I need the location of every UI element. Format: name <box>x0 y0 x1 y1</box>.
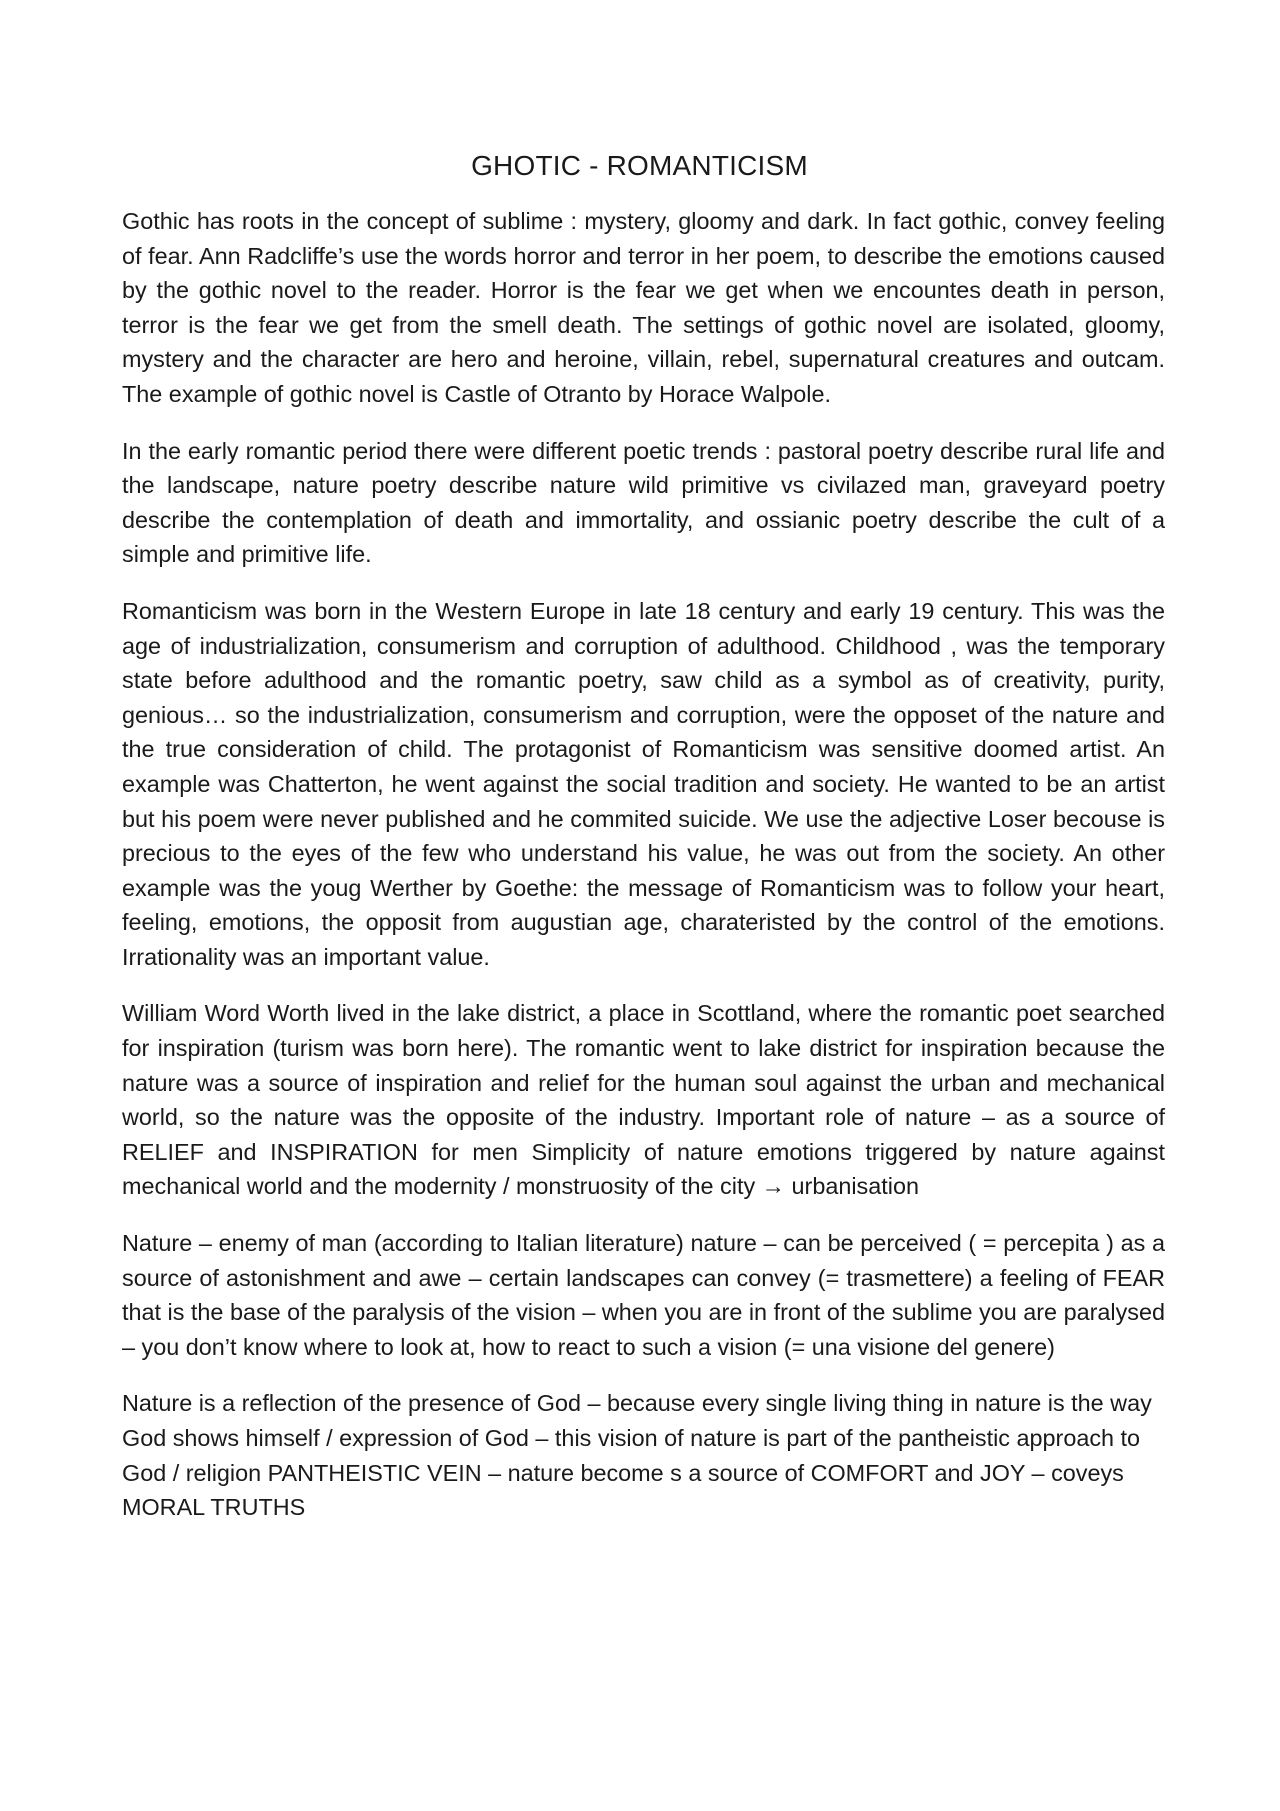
paragraph-early-romantic: In the early romantic period there were different poetic trends : pastoral poetry describe rural life and the landscape, nature poetry describe nature wild primitive vs civilazed man, graveyard poetry describe the contemplation of death and immortality, and ossianic poetry describe the cult of a simple and primitive life. <box>122 437 1165 568</box>
paragraph-gothic: Gothic has roots in the concept of sublime : mystery, gloomy and dark. In fact gothic, convey feeling of fear. Ann Radcliffe’s use the words horror and terror in her poem, to describe the emotions caused by the gothic novel to the reader. Horror is the fear we get when we encountes death in person, terror is the fear we get from the smell death. The settings of gothic novel are isolated, gloomy, mystery and the character are hero and heroine, villain, rebel, supernatural creatures and outcam. The example of gothic novel is Castle of Otranto by Horace Walpole. <box>122 208 1165 407</box>
paragraph-romanticism: Romanticism was born in the Western Europe in late 18 century and early 19 century. This was the age of industrialization, consumerism and corruption of adulthood. Childhood , was the temporary state before adulthood and the romantic poetry, saw child as a symbol as of creativity, purity, genious… so the industrialization, consumerism and corruption, were the opposet of the nature and the true consideration of child. The protagonist of Romanticism was sensitive doomed artist. An example was Chatterton, he went against the social tradition and society. He wanted to be an artist but his poem were never published and he commited suicide. We use the adjective Loser becouse is precious to the eyes of the few who understand his value, he was out from the society. An other example was the youg Werther by Goethe: the message of Romanticism was to follow your heart, feeling, emotions, the opposit from augustian age, charateristed by the control of the emotions. Irrationality was an important value. <box>122 597 1165 970</box>
paragraph-nature-god: Nature is a reflection of the presence of God – because every single living thing in nature is the way God shows himself / expression of God – this vision of nature is part of the pantheistic approach to God / religion PANTHEISTIC VEIN – nature become s a source of COMFORT and JOY – coveys MORAL TRUTHS <box>122 1390 1152 1521</box>
paragraph-wordsworth: William Word Worth lived in the lake district, a place in Scottland, where the romantic poet searched for inspiration (turism was born here). The romantic went to lake district for inspiration because the nature was a source of inspiration and relief for the human soul against the urban and mechanical world, so the nature was the opposite of the industry. Important role of nature – as a source of RELIEF and INSPIRATION for men Simplicity of nature emotions triggered by nature against mechanical world and the modernity / monstruosity of the city → urbanisation <box>122 1000 1165 1200</box>
page-title: GHOTIC - ROMANTICISM <box>471 150 808 181</box>
paragraph-nature-enemy: Nature – enemy of man (according to Italian literature) nature – can be perceived ( = percepita ) as a source of astonishment and awe – certain landscapes can convey (= trasmettere) a feeling of FEAR that is the base of the paralysis of the vision – when you are in front of the sublime you are paralysed – you don’t know where to look at, how to react to such a vision (= una visione del genere) <box>122 1230 1165 1360</box>
